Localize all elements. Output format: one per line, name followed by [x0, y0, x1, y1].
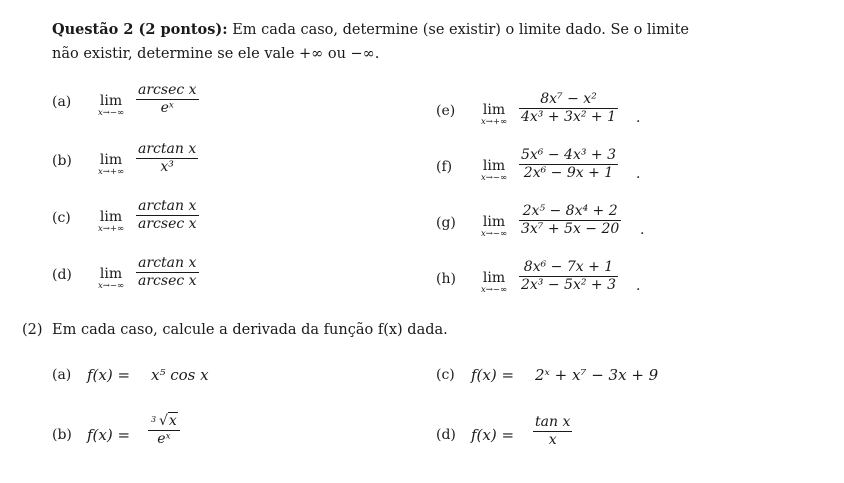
deriv-lhs: f(x) = — [87, 366, 131, 384]
deriv-rhs: 2ˣ + x⁷ − 3x + 9 — [535, 366, 659, 384]
lim-operator — [88, 267, 134, 291]
lim-operator — [470, 271, 518, 295]
limit-label: (g) — [436, 215, 456, 231]
numerator: arctan x — [138, 198, 197, 214]
lim-sub: x→−∞ — [97, 281, 125, 291]
lim-sub: x→+∞ — [97, 224, 125, 234]
numerator: arcsec x — [138, 82, 197, 98]
lim-word: lim — [482, 102, 506, 118]
denominator: eˣ — [160, 100, 174, 116]
root-index: 3 — [151, 415, 157, 424]
numerator: 5x⁶ − 4x³ + 3 — [521, 147, 616, 163]
fraction — [519, 203, 621, 238]
lim-word: lim — [99, 93, 123, 109]
end-period: . — [636, 110, 641, 126]
lim-operator — [470, 159, 518, 183]
end-period: . — [640, 222, 645, 238]
part2-label: (2) — [22, 322, 43, 338]
lim-operator — [470, 103, 518, 127]
denominator: x³ — [160, 159, 174, 175]
deriv-label: (c) — [436, 367, 455, 383]
deriv-label: (b) — [52, 427, 72, 443]
fraction — [136, 255, 199, 290]
question-heading-line — [52, 21, 689, 38]
fraction — [519, 259, 618, 294]
cube-root — [150, 413, 178, 430]
lim-sub: x→−∞ — [97, 108, 125, 118]
numerator — [148, 413, 180, 430]
numerator: tan x — [535, 414, 571, 430]
lim-word: lim — [99, 209, 123, 225]
lim-sub: x→−∞ — [480, 285, 508, 295]
numerator: 8x⁷ − x² — [540, 91, 597, 107]
fraction — [519, 147, 618, 182]
fraction — [136, 141, 198, 176]
fraction — [136, 82, 199, 117]
fraction — [136, 198, 199, 233]
denominator: 2x⁶ − 9x + 1 — [523, 165, 614, 181]
limit-label: (a) — [52, 94, 72, 110]
fraction — [533, 414, 572, 449]
lim-sub: x→−∞ — [480, 173, 508, 183]
fraction — [519, 91, 618, 126]
deriv-lhs: f(x) = — [87, 426, 131, 444]
denominator: 2x³ − 5x² + 3 — [521, 277, 616, 293]
numerator: arctan x — [138, 141, 197, 157]
deriv-lhs: f(x) = — [471, 426, 515, 444]
end-period: . — [636, 278, 641, 294]
lim-operator — [88, 153, 134, 177]
limit-label: (b) — [52, 153, 72, 169]
limit-label: (h) — [436, 271, 456, 287]
numerator: 8x⁶ − 7x + 1 — [523, 259, 614, 275]
deriv-lhs: f(x) = — [471, 366, 515, 384]
lim-sub: x→+∞ — [480, 117, 508, 127]
lim-word: lim — [99, 266, 123, 282]
lim-sub: x→+∞ — [97, 167, 125, 177]
lim-word: lim — [482, 270, 506, 286]
limit-label: (d) — [52, 267, 72, 283]
intro-text-1: Em cada caso, determine (se existir) o limite dado. Se o limite — [227, 22, 689, 38]
limit-label: (e) — [436, 103, 456, 119]
denominator: arcsec x — [138, 216, 197, 232]
limit-label: (f) — [436, 159, 453, 175]
denominator: eˣ — [157, 431, 171, 447]
radicand: x — [168, 413, 177, 429]
lim-sub: x→−∞ — [480, 229, 508, 239]
deriv-label: (a) — [52, 367, 72, 383]
denominator: arcsec x — [138, 273, 197, 289]
lim-word: lim — [99, 152, 123, 168]
numerator: 2x⁵ − 8x⁴ + 2 — [522, 203, 618, 219]
question-heading: Questão 2 (2 pontos): — [52, 21, 228, 38]
lim-word: lim — [482, 214, 506, 230]
denominator: 3x⁷ + 5x − 20 — [521, 221, 620, 237]
deriv-label: (d) — [436, 427, 456, 443]
lim-operator — [470, 215, 518, 239]
lim-operator — [88, 94, 134, 118]
denominator: x — [548, 432, 557, 448]
intro-text-2: não existir, determine se ele vale +∞ ou −∞. — [52, 46, 380, 62]
numerator: arctan x — [138, 255, 197, 271]
part2-text: Em cada caso, calcule a derivada da função f(x) dada. — [52, 322, 448, 338]
lim-operator — [88, 210, 134, 234]
limit-label: (c) — [52, 210, 71, 226]
denominator: 4x³ + 3x² + 1 — [521, 109, 616, 125]
lim-word: lim — [482, 158, 506, 174]
end-period: . — [636, 166, 641, 182]
radical-sign: √ — [159, 413, 168, 429]
fraction — [148, 413, 180, 448]
deriv-rhs: x⁵ cos x — [151, 366, 209, 384]
